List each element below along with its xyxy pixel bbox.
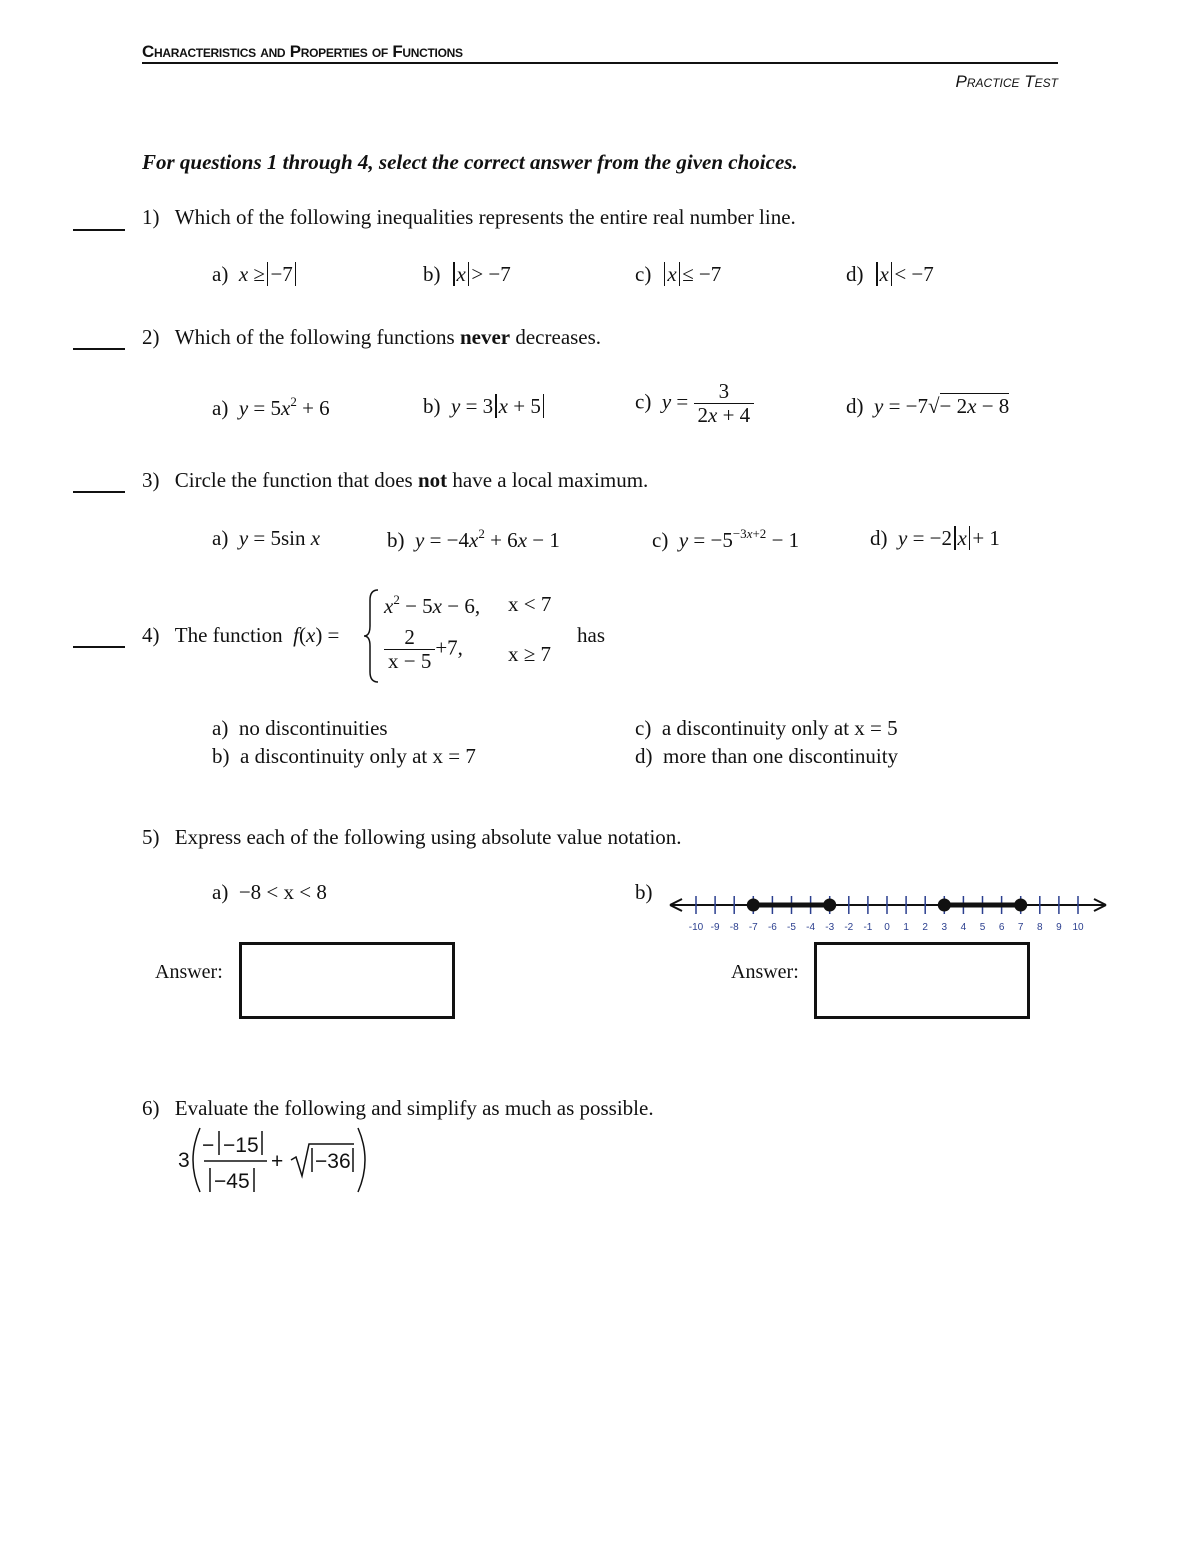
q3-choice-c[interactable]: c) $y = -5^{-3x+2} - 1$ [652, 526, 800, 552]
svg-text:+: + [271, 1150, 284, 1173]
number-line [668, 890, 1108, 936]
q3-choice-a[interactable]: a) y = 5sin x [212, 526, 321, 550]
piece-1: $x^2 - 5x - 6$, [384, 592, 481, 618]
piece-1-condition: x < 7 [508, 592, 552, 616]
q3-choice-d[interactable]: d) y = −2 x + 1 [870, 526, 1000, 550]
number-line-tick-label: 3 [941, 922, 948, 933]
piecewise-brace [362, 588, 382, 684]
q1-choice-c[interactable]: c) x ≤ −7 [635, 262, 722, 286]
question-2: 2) Which of the following functions never decreases. [142, 325, 602, 349]
svg-text:3: 3 [178, 1149, 190, 1172]
number-line-tick-label: 5 [979, 922, 986, 933]
q2-choice-c[interactable]: c) y = $\frac{3}{2x + 4}$ [635, 380, 754, 427]
number-line-tick-label: 9 [1056, 922, 1062, 933]
question-4-tail: has [577, 623, 605, 647]
q2-choice-b[interactable]: b) y = 3 x + 5 [423, 394, 546, 419]
number-line-endpoint [1014, 899, 1027, 912]
number-line-tick-label: -4 [806, 922, 816, 933]
q1-choice-d[interactable]: d) x < −7 [846, 262, 934, 286]
number-line-tick-label: 7 [1017, 922, 1024, 933]
question-5: 5) Express each of the following using absolute value notation. [142, 825, 682, 849]
number-line-tick-label: 6 [998, 922, 1005, 933]
question-text: Which of the following inequalities represents the entire real number line. [174, 205, 796, 229]
answer-box-a[interactable] [239, 942, 455, 1019]
number-line-tick-label: -10 [688, 922, 704, 933]
worksheet-title: Characteristics and Properties of Functions [142, 42, 463, 61]
question-number: 1) [142, 205, 160, 229]
svg-text:−45: −45 [214, 1170, 250, 1193]
number-line-tick-label: -9 [710, 922, 720, 933]
q4-choice-a[interactable]: a) no discontinuities [212, 716, 388, 740]
worksheet-subtitle: Practice Test [955, 72, 1058, 91]
number-line-tick-label: -3 [825, 922, 835, 933]
piece-2: $\frac{2}{x - 5}$ +7, [384, 626, 463, 673]
number-line-tick-label: 2 [922, 922, 928, 933]
svg-text:−36: −36 [315, 1150, 351, 1173]
answer-label-a: Answer: [155, 961, 223, 983]
number-line-tick-label: -7 [748, 922, 758, 933]
header-rule [142, 62, 1058, 64]
question-4: 4) The function f(x) = [142, 623, 340, 647]
number-line-tick-label: 4 [960, 922, 967, 933]
q1-choice-b[interactable]: b) x > −7 [423, 262, 511, 286]
number-line-tick-label: -8 [729, 922, 739, 933]
number-line-tick-label: 1 [903, 922, 909, 933]
q5-part-a: a) −8 < x < 8 [212, 880, 327, 904]
question-1 [142, 205, 796, 230]
number-line-endpoint [823, 899, 836, 912]
answer-blank-q3[interactable] [73, 491, 125, 493]
q6-expression [174, 1122, 374, 1198]
number-line-tick-label: -1 [863, 922, 873, 933]
number-line-endpoint [747, 899, 760, 912]
piece-2-condition: x ≥ 7 [508, 642, 552, 666]
answer-label-b: Answer: [731, 961, 799, 983]
question-3: 3) Circle the function that does not have a local maximum. [142, 468, 649, 492]
svg-text:−: − [202, 1134, 215, 1157]
answer-box-b[interactable] [814, 942, 1030, 1019]
answer-blank-q2[interactable] [73, 348, 125, 350]
q4-choice-c[interactable]: c) a discontinuity only at x = 5 [635, 716, 898, 740]
q4-choice-b[interactable]: b) a discontinuity only at x = 7 [212, 744, 476, 768]
number-line-endpoint [938, 899, 951, 912]
answer-blank-q1[interactable] [73, 229, 125, 231]
answer-blank-q4[interactable] [73, 646, 125, 648]
number-line-tick-label: 8 [1037, 922, 1043, 933]
question-6: 6) Evaluate the following and simplify as much as possible. [142, 1096, 654, 1120]
q1-choice-a[interactable]: a) x ≥ −7 [212, 262, 298, 287]
svg-text:−15: −15 [223, 1134, 259, 1157]
q2-choice-a[interactable]: a) $y = 5x^2 + 6$ [212, 394, 330, 420]
number-line-tick-label: 0 [884, 922, 890, 933]
number-line-tick-label: -2 [844, 922, 854, 933]
q4-choice-d[interactable]: d) more than one discontinuity [635, 744, 899, 768]
q3-choice-b[interactable]: b) $y = -4x^2 + 6x - 1$ [387, 526, 560, 552]
q5-part-b-label: b) [635, 880, 653, 904]
number-line-tick-label: 10 [1072, 922, 1084, 933]
number-line-tick-label: -5 [787, 922, 796, 933]
number-line-tick-label: -6 [767, 922, 777, 933]
instructions: For questions 1 through 4, select the correct answer from the given choices. [142, 150, 798, 174]
q2-choice-d[interactable]: d) y = −7√− 2x − 8 [846, 394, 1010, 418]
